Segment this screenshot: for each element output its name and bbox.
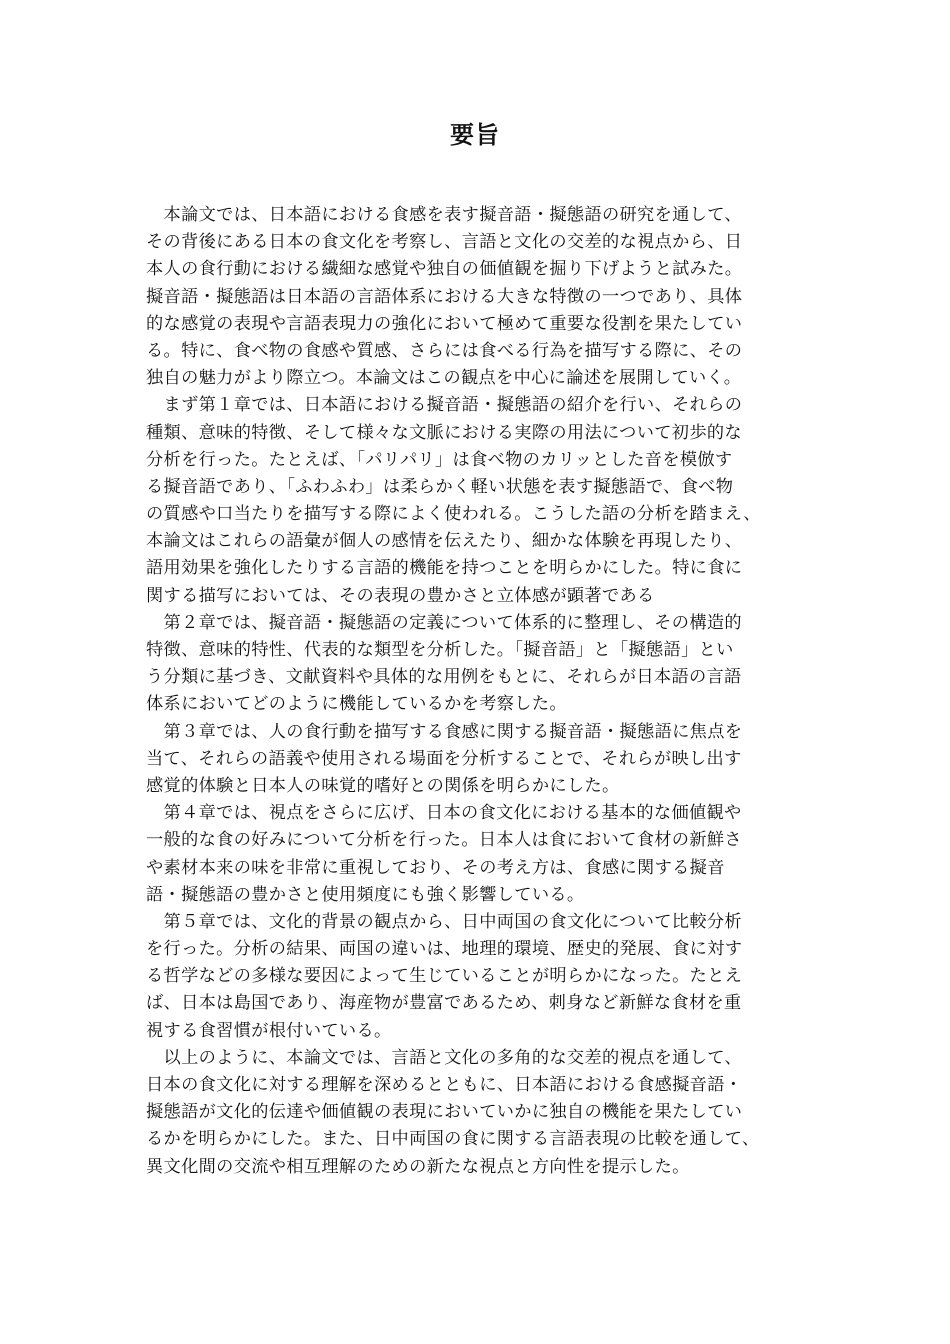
text-line: 第４章では、視点をさらに広げ、日本の食文化における基本的な価値観や	[146, 803, 742, 824]
text-line: 分析を行った。たとえば、「パリパリ」は食べ物のカリッとした音を模倣す	[146, 449, 733, 470]
text-line: 関する描写においては、その表現の豊かさと立体感が顕著である	[146, 585, 655, 606]
text-line: の質感や口当たりを描写する際によく使われる。こうした語の分析を踏まえ、	[146, 504, 761, 525]
text-line: を行った。分析の結果、両国の違いは、地理的環境、歴史的発展、食に対す	[146, 939, 743, 960]
page-title: 要旨	[450, 121, 500, 149]
text-line: 本人の食行動における繊細な感覚や独自の価値観を掘り下げようと試みた。	[146, 259, 743, 280]
text-line: 視する食習慣が根付いている。	[146, 1020, 392, 1041]
text-line: 種類、意味的特徴、そして様々な文脈における実際の用法について初歩的な	[146, 422, 742, 443]
text-line: 日本の食文化に対する理解を深めるとともに、日本語における食感擬音語・	[146, 1075, 743, 1095]
text-line: まず第１章では、日本語における擬音語・擬態語の紹介を行い、それらの	[146, 395, 743, 416]
text-line: る擬音語であり、「ふわふわ」は柔らかく軽い状態を表す擬態語で、食べ物	[146, 476, 734, 497]
text-line: 本論文はこれらの語彙が個人の感情を伝えたり、細かな体験を再現したり、	[146, 531, 743, 552]
text-line: 以上のように、本論文では、言語と文化の多角的な交差的視点を通して、	[146, 1047, 742, 1068]
text-line: 第２章では、擬音語・擬態語の定義について体系的に整理し、その構造的	[146, 612, 742, 633]
text-line: 語・擬態語の豊かさと使用頻度にも強く影響している。	[146, 884, 585, 905]
text-line: 当て、それらの語義や使用される場面を分析することで、それらが映し出す	[146, 748, 742, 769]
text-line: 第３章では、人の食行動を描写する食感に関する擬音語・擬態語に焦点を	[146, 721, 743, 742]
text-line: 的な感覚の表現や言語表現力の強化において極めて重要な役割を果たしてい	[146, 313, 743, 334]
text-line: 体系においてどのように機能しているかを考察した。	[146, 694, 567, 715]
text-line: 擬態語が文化的伝達や価値観の表現においていかに独自の機能を果たしてい	[146, 1102, 743, 1123]
text-line: 特徴、意味的特性、代表的な類型を分析した。「擬音語」と「擬態語」とい	[146, 640, 734, 660]
text-line: る。特に、食べ物の食感や質感、さらには食べる行為を描写する際に、その	[146, 340, 743, 361]
text-line: る哲学などの多様な要因によって生じていることが明らかになった。たとえ	[146, 966, 743, 987]
abstract-body	[146, 202, 810, 1181]
text-line: るかを明らかにした。また、日中両国の食に関する言語表現の比較を通して、	[146, 1129, 760, 1150]
text-line: 擬音語・擬態語は日本語の言語体系における大きな特徴の一つであり、具体	[146, 286, 743, 307]
text-line: ば、日本は島国であり、海産物が豊富であるため、刺身など新鮮な食材を重	[146, 993, 742, 1014]
text-line: や素材本来の味を非常に重視しており、その考え方は、食感に関する擬音	[146, 857, 725, 878]
text-line: 独自の魅力がより際立つ。本論文はこの観点を中心に論述を展開していく。	[146, 368, 742, 389]
text-line: 語用効果を強化したりする言語的機能を持つことを明らかにした。特に食に	[146, 558, 743, 579]
text-line: 本論文では、日本語における食感を表す擬音語・擬態語の研究を通して、	[146, 205, 742, 225]
text-line: 異文化間の交流や相互理解のための新たな視点と方向性を提示した。	[146, 1156, 690, 1177]
text-line: 感覚的体験と日本人の味覚的嗜好との関係を明らかにした。	[146, 775, 620, 796]
text-line: 一般的な食の好みについて分析を行った。日本人は食において食材の新鮮さ	[146, 830, 742, 851]
text-line: 第５章では、文化的背景の観点から、日中両国の食文化について比較分析	[146, 911, 742, 932]
text-line: その背後にある日本の食文化を考察し、言語と文化の交差的な視点から、日	[146, 232, 743, 253]
text-line: う分類に基づき、文献資料や具体的な用例をもとに、それらが日本語の言語	[146, 667, 742, 688]
